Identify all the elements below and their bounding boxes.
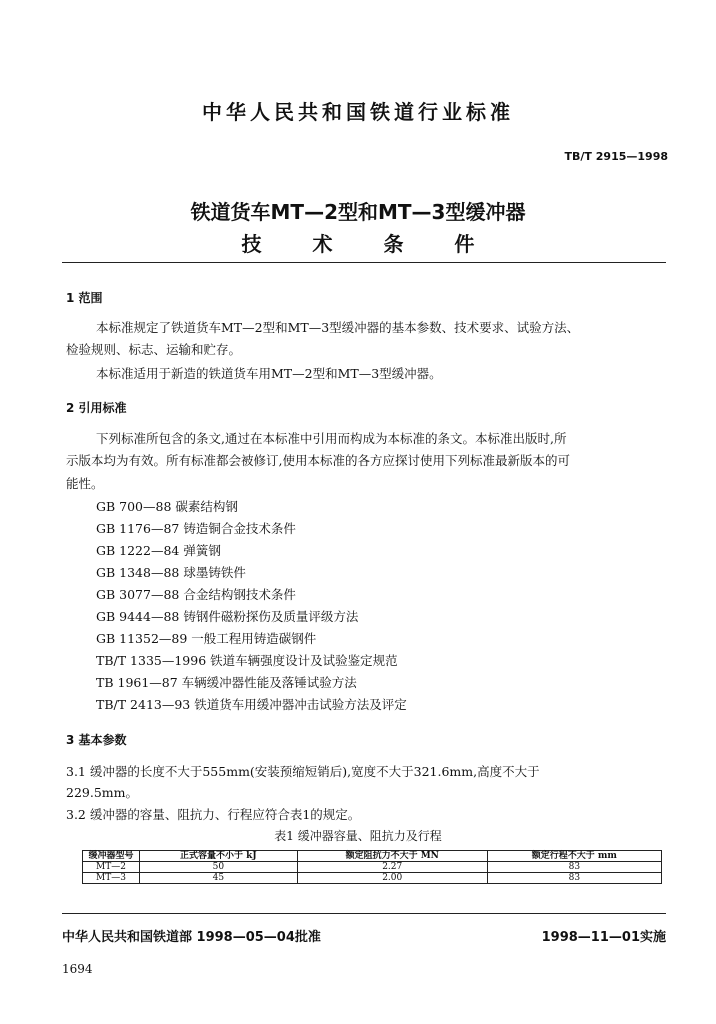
- table-row: [83, 873, 662, 884]
- top-divider: [62, 262, 666, 263]
- reference-item: TB/T 1335—1996 铁道车辆强度设计及试验鉴定规范: [96, 653, 398, 668]
- table-header-cell: 额定阻抗力不大于 MN: [297, 851, 487, 862]
- section-2-paragraph-a: 下列标准所包含的条文,通过在本标准中引用而构成为本标准的条文。本标准出版时,所: [96, 431, 567, 446]
- org-title: 中华人民共和国铁道行业标准: [202, 100, 514, 124]
- clause-3-1a: 3.1 缓冲器的长度不大于555mm(安装预缩短销后),宽度不大于321.6mm,高度不大于: [66, 764, 540, 779]
- reference-item: GB 9444—88 铸钢件磁粉探伤及质量评级方法: [96, 609, 359, 624]
- reference-item: TB/T 2413—93 铁道货车用缓冲器冲击试验方法及评定: [96, 697, 407, 712]
- reference-item: GB 11352—89 一般工程用铸造碳钢件: [96, 631, 317, 646]
- table-header-cell: 缓冲器型号: [83, 851, 140, 862]
- table-cell: 83: [487, 862, 661, 873]
- approval-line: 中华人民共和国铁道部 1998—05—04批准: [62, 930, 321, 945]
- table-cell: MT—3: [83, 873, 140, 884]
- section-1-paragraph-2: 本标准适用于新造的铁道货车用MT—2型和MT—3型缓冲器。: [96, 366, 442, 381]
- table-header-cell: 额定行程不大于 mm: [487, 851, 661, 862]
- section-1-heading: 1 范围: [66, 291, 103, 305]
- reference-item: GB 1348—88 球墨铸铁件: [96, 565, 246, 580]
- page-number: 1694: [62, 962, 93, 976]
- standard-number: TB/T 2915—1998: [564, 150, 668, 163]
- reference-item: GB 700—88 碳素结构钢: [96, 499, 238, 514]
- section-1-paragraph-1a: 本标准规定了铁道货车MT—2型和MT—3型缓冲器的基本参数、技术要求、试验方法、: [96, 320, 580, 335]
- table-cell: 45: [140, 873, 298, 884]
- reference-item: TB 1961—87 车辆缓冲器性能及落锤试验方法: [96, 675, 357, 690]
- reference-item: GB 3077—88 合金结构钢技术条件: [96, 587, 296, 602]
- table-cell: 2.27: [297, 862, 487, 873]
- section-2-paragraph-b: 示版本均为有效。所有标准都会被修订,使用本标准的各方应探讨使用下列标准最新版本的可: [66, 453, 570, 468]
- table-caption: 表1 缓冲器容量、阻抗力及行程: [274, 829, 442, 843]
- clause-3-1b: 229.5mm。: [66, 785, 138, 800]
- reference-item: GB 1222—84 弹簧钢: [96, 543, 221, 558]
- document-subtitle: 技 术 条 件: [241, 232, 497, 256]
- section-2-heading: 2 引用标准: [66, 401, 127, 415]
- effective-date: 1998—11—01实施: [541, 930, 666, 945]
- table-header-row: [83, 851, 662, 862]
- section-1-paragraph-1b: 检验规则、标志、运输和贮存。: [66, 342, 242, 357]
- buffer-parameters-table: [82, 850, 662, 884]
- table-cell: 2.00: [297, 873, 487, 884]
- document-title: 铁道货车MT—2型和MT—3型缓冲器: [190, 200, 526, 224]
- section-3-heading: 3 基本参数: [66, 733, 127, 747]
- table-cell: MT—2: [83, 862, 140, 873]
- section-2-paragraph-c: 能性。: [66, 476, 104, 491]
- bottom-divider: [62, 913, 666, 914]
- table-header-cell: 正式容量不小于 kJ: [140, 851, 298, 862]
- reference-item: GB 1176—87 铸造铜合金技术条件: [96, 521, 296, 536]
- table-row: [83, 862, 662, 873]
- table-cell: 83: [487, 873, 661, 884]
- clause-3-2: 3.2 缓冲器的容量、阻抗力、行程应符合表1的规定。: [66, 807, 361, 822]
- table-cell: 50: [140, 862, 298, 873]
